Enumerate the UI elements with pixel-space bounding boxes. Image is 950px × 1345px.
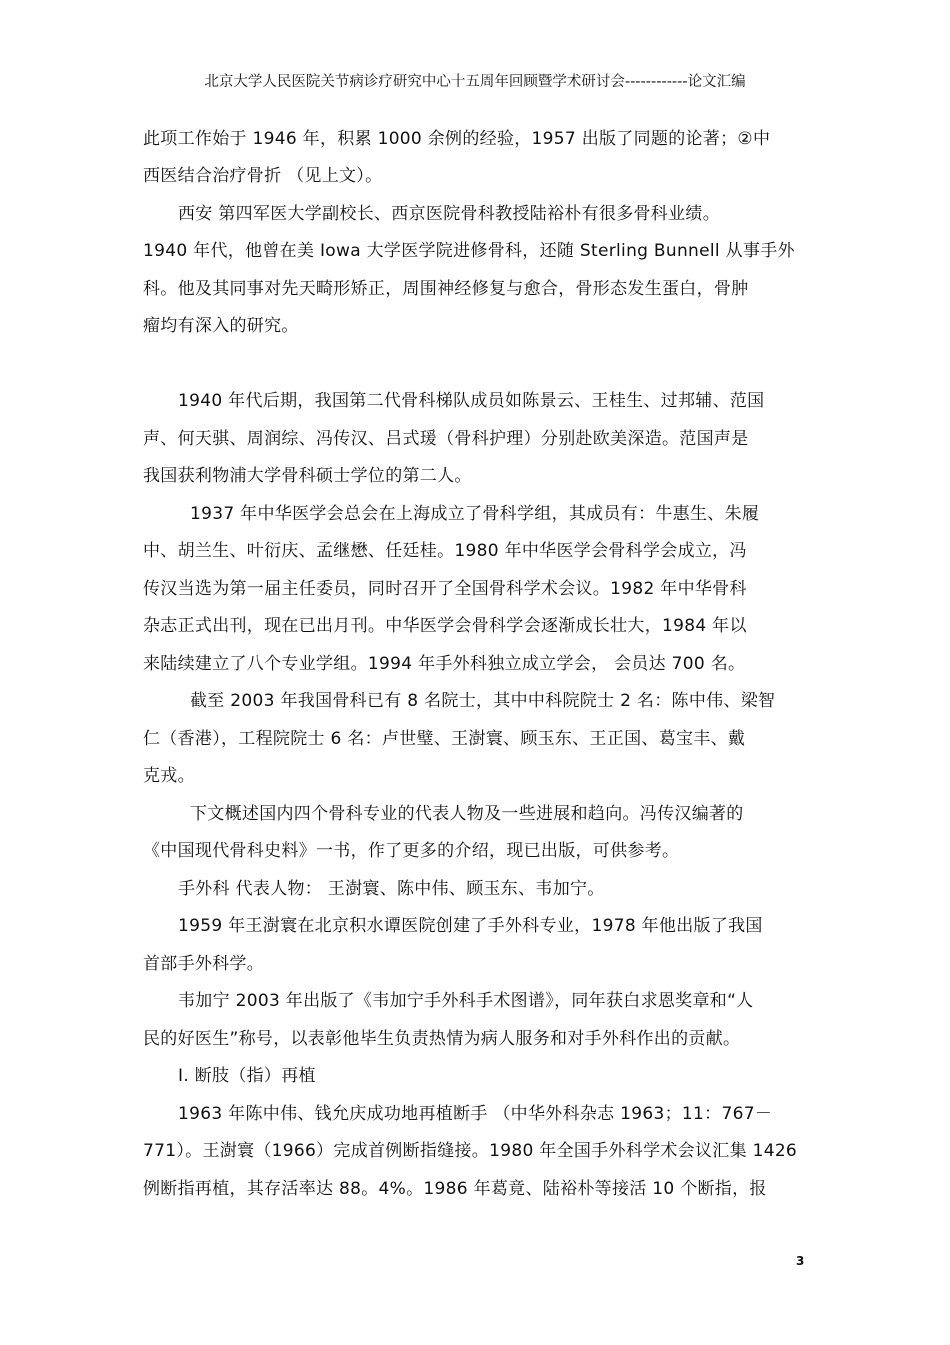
text-line: 来陆续建立了八个专业学组。1994 年手外科独立成立学会， 会员达 700 名。 — [143, 654, 746, 674]
text-line: 韦加宁 2003 年出版了《韦加宁手外科手术图谱》，同年获白求恩奖章和“人 — [178, 991, 754, 1011]
text-line: 西安 第四军医大学副校长、西京医院骨科教授陆裕朴有很多骨科业绩。 — [178, 204, 721, 224]
text-line: 中、胡兰生、叶衍庆、孟继懋、任廷桂。1980 年中华医学会骨科学会成立，冯 — [143, 541, 747, 561]
page-header: 北京大学人民医院关节病诊疗研究中心十五周年回顾暨学术研讨会------------论文汇编 — [204, 74, 746, 90]
text-line: 1937 年中华医学会总会在上海成立了骨科学组，其成员有：牛惠生、朱履 — [190, 504, 760, 524]
text-line: 1940 年代，他曾在美 Iowa 大学医学院进修骨科，还随 Sterling Bunnell 从事手外 — [143, 241, 795, 261]
text-line: 传汉当选为第一届主任委员，同时召开了全国骨科学术会议。1982 年中华骨科 — [143, 579, 747, 599]
text-line: 771）。王澍寰（1966）完成首例断指缝接。1980 年全国手外科学术会议汇集 1426 — [143, 1141, 798, 1161]
text-line: 克戎。 — [143, 766, 195, 786]
text-line: 声、何天骐、周润综、冯传汉、吕式瑗（骨科护理）分别赴欧美深造。范国声是 — [143, 429, 749, 449]
text-line: 首部手外科学。 — [143, 954, 265, 974]
text-line: 下文概述国内四个骨科专业的代表人物及一些进展和趋向。冯传汉编著的 — [190, 804, 744, 824]
page-number: 3 — [796, 1254, 805, 1268]
text-line: 手外科 代表人物： 王澍寰、陈中伟、顾玉东、韦加宁。 — [178, 879, 605, 899]
text-line: 1963 年陈中伟、钱允庆成功地再植断手 （中华外科杂志 1963；11：767－ — [178, 1104, 773, 1124]
text-line: 瘤均有深入的研究。 — [143, 316, 299, 336]
text-line: 我国获利物浦大学骨科硕士学位的第二人。 — [143, 466, 472, 486]
section-heading: Ⅰ. 断肢（指）再植 — [178, 1066, 316, 1086]
text-line: 杂志正式出刊，现在已出月刊。中华医学会骨科学会逐渐成长壮大，1984 年以 — [143, 616, 747, 636]
text-line: 仁（香港），工程院院士 6 名：卢世璧、王澍寰、顾玉东、王正国、葛宝丰、戴 — [143, 729, 746, 749]
text-line: 截至 2003 年我国骨科已有 8 名院士，其中中科院院士 2 名：陈中伟、梁智 — [190, 691, 776, 711]
text-line: 西医结合治疗骨折 （见上文）。 — [143, 166, 383, 186]
text-line: 1940 年代后期，我国第二代骨科梯队成员如陈景云、王桂生、过邦辅、范国 — [178, 391, 765, 411]
text-line: 此项工作始于 1946 年，积累 1000 余例的经验，1957 出版了同题的论著；②中 — [143, 129, 771, 149]
text-line: 1959 年王澍寰在北京积水谭医院创建了手外科专业，1978 年他出版了我国 — [178, 916, 763, 936]
text-line: 《中国现代骨科史料》一书，作了更多的介绍，现已出版，可供参考。 — [143, 841, 680, 861]
text-line: 例断指再植，其存活率达 88。4%。1986 年葛竟、陆裕朴等接活 10 个断指，报 — [143, 1179, 767, 1199]
text-line: 科。他及其同事对先天畸形矫正，周围神经修复与愈合，骨形态发生蛋白，骨肿 — [143, 279, 749, 299]
text-line: 民的好医生”称号，以表彰他毕生负责热情为病人服务和对手外科作出的贡献。 — [143, 1029, 741, 1049]
